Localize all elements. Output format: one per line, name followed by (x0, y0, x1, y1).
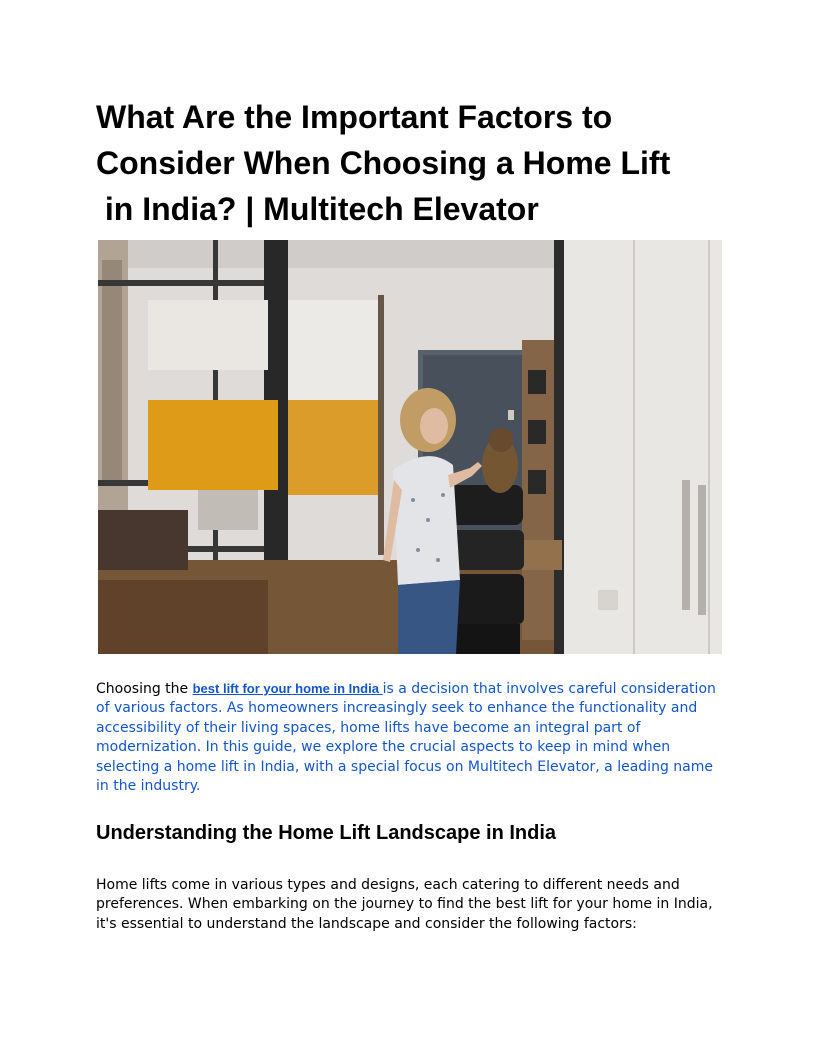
article-title (96, 94, 736, 232)
section-heading: Understanding the Home Lift Landscape in India (96, 822, 557, 844)
intro-rest: is a decision that involves careful consideration of various factors. As homeowners increasingly seek to enhance the functionality and accessibility of their living spaces, home lifts have become an integral part of modernization. In this guide, we explore the crucial aspects to keep in mind when selecting a home lift in India, with a special focus on Multitech Elevator, a leading name in the industry. (96, 681, 716, 795)
hero-photo (98, 240, 722, 654)
intro-paragraph (96, 679, 726, 796)
title-line-3: in India? | Multitech Elevator (96, 191, 539, 227)
section-body: Home lifts come in various types and designs, each catering to different needs and preferences. When embarking on the journey to find the best lift for your home in India, it's essential to understand the landscape and consider the following factors: (96, 877, 713, 932)
best-lift-link[interactable]: best lift for your home in India (192, 681, 383, 696)
title-line-2: Consider When Choosing a Home Lift (96, 145, 671, 181)
title-line-1: What Are the Important Factors to (96, 99, 613, 135)
intro-lead: Choosing the (96, 681, 193, 697)
